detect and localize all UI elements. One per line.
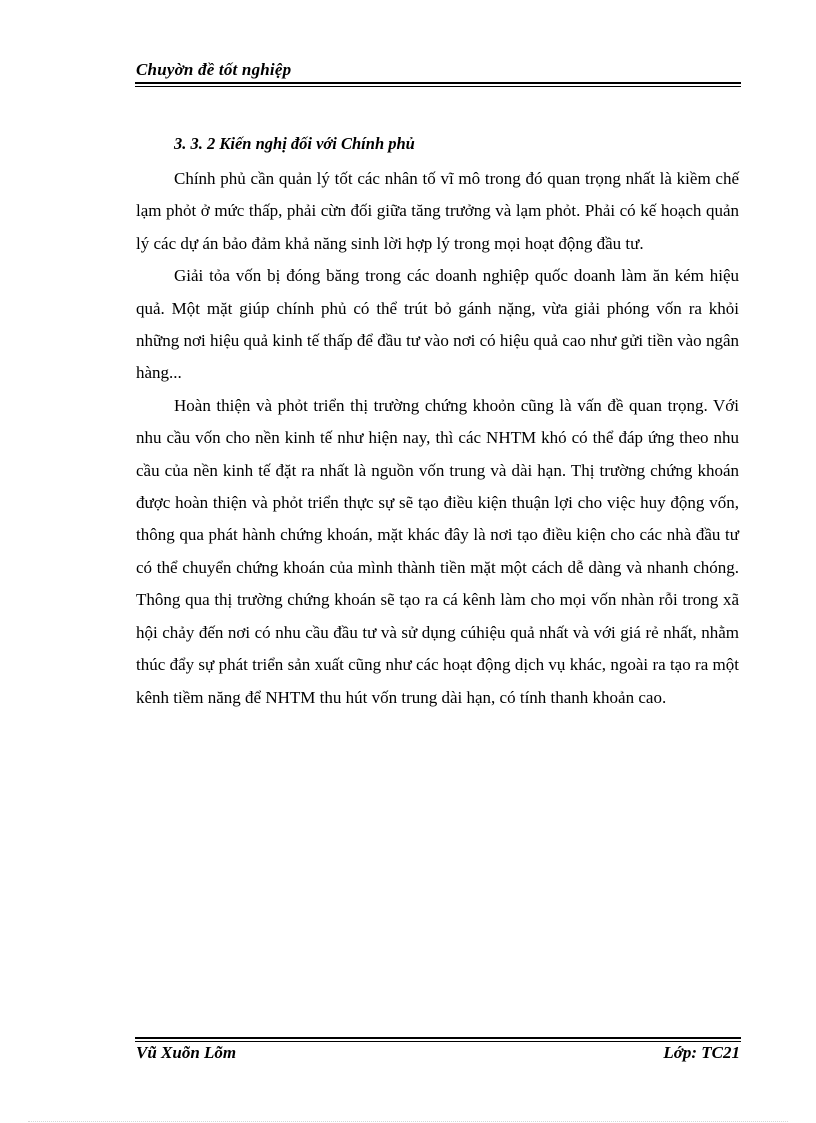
footer-class: Lớp: TC21	[663, 1043, 740, 1062]
footer-rule-thin	[135, 1041, 741, 1042]
section-heading: 3. 3. 2 Kiến nghị đối với Chính phủ	[174, 134, 415, 153]
paragraph-2: Giải tỏa vốn bị đóng băng trong các doanh nghiệp quốc doanh làm ăn kém hiệu quả. Một mặt giúp chính phủ có thể trút bỏ gánh nặng, vừa giải phóng vốn ra khỏi những nơi hiệu quả kinh tế thấp để đầu tư vào nơi có hiệu quả cao như gửi tiền vào ngân hàng...	[136, 266, 739, 383]
footer-author: Vũ Xuõn Lõm	[136, 1043, 237, 1062]
paragraph-3: Hoàn thiện và phỏt triển thị trường chứng khoỏn cũng là vấn đề quan trọng. Với nhu cầu vốn cho nền kinh tế như hiện nay, thì các NHTM khó có thể đáp ứng theo nhu cầu của nền kinh tế đặt ra nhất là nguồn vốn trung và dài hạn. Thị trường chứng khoán được hoàn thiện và phỏt triển thực sự sẽ tạo điều kiện thuận lợi cho việc huy động vốn, thông qua phát hành chứng khoán, mặt khác đây là nơi tạo điều kiện cho các nhà đầu tư có thể chuyển chứng khoán của mình thành tiền mặt một cách dễ dàng và nhanh chóng. Thông qua thị trường chứng khoán sẽ tạo ra cá kênh làm cho mọi vốn nhàn rỗi trong xã hội chảy đến nơi có nhu cầu đầu tư và sử dụng cúhiệu quả nhất và với giá rẻ nhất, nhằm thúc đẩy sự phát triển sản xuất cũng như các hoạt động dịch vụ khác, ngoài ra tạo ra một kênh tiềm năng để NHTM thu hút vốn trung dài hạn, có tính thanh khoản cao.	[136, 395, 739, 707]
header-rule	[135, 82, 741, 84]
page-header-title: Chuyờn đề tốt nghiệp	[136, 60, 292, 79]
paragraph-1: Chính phủ cần quản lý tốt các nhân tố vĩ mô trong đó quan trọng nhất là kiềm chế lạm phỏt ở mức thấp, phải cừn đối giữa tăng trưởng và lạm phỏt. Phải có kế hoạch quản lý các dự án bảo đảm khả năng sinh lời hợp lý trong mọi hoạt động đầu tư.	[136, 169, 739, 253]
footer-rule	[135, 1037, 741, 1039]
header-rule-thin	[135, 86, 741, 87]
document-body	[136, 130, 739, 714]
page-bottom-border	[28, 1121, 788, 1122]
